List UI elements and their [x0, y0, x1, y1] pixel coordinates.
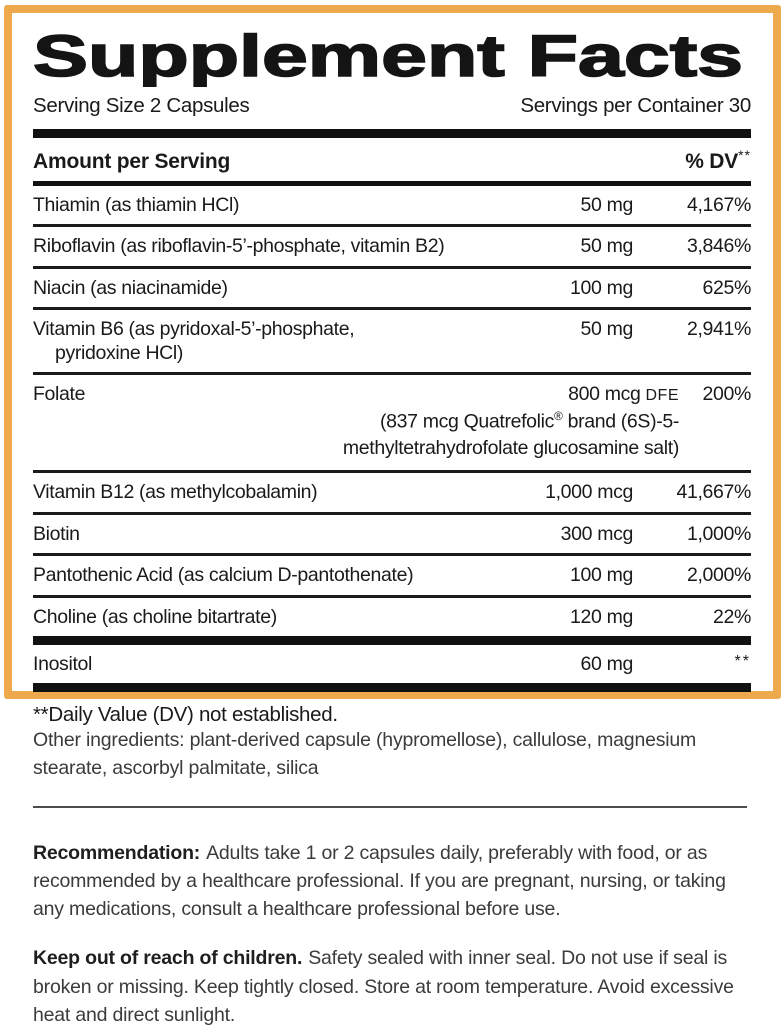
section-divider-line — [33, 806, 747, 808]
nutrient-name-line2: pyridoxine HCl) — [55, 341, 184, 364]
nutrient-amount: 50 mg — [580, 194, 633, 216]
nutrient-amount: 300 mcg — [560, 522, 633, 545]
dfe-unit-label: DFE — [645, 386, 679, 404]
label-info-section — [0, 726, 783, 1029]
dv-footnote-marker: ** — [738, 147, 751, 163]
nutrient-dv: 625% — [702, 276, 751, 299]
nutrient-dv: 22% — [713, 605, 751, 628]
nutrient-amount: 1,000 mcg — [545, 481, 633, 504]
caution-text: Keep out of reach of children. Safety sealed with inner seal. Do not use if seal is broken or missing. Keep tightly closed. Store at room temperature. Avoid excessive heat and direct sunlight. — [33, 947, 734, 1026]
divider-bar-thick — [33, 129, 751, 138]
registered-trademark-symbol: ® — [554, 409, 563, 424]
recommendation-text: Recommendation: Adults take 1 or 2 capsules daily, preferably with food, or as recommended by a healthcare professional. If you are pregnant, nursing, or taking any medications, consult a healthcare professional before use. — [33, 841, 726, 921]
nutrient-amount: 120 mg — [570, 605, 633, 628]
nutrient-row-niacin — [33, 269, 751, 310]
nutrient-dv: 3,846% — [686, 235, 751, 258]
nutrient-row-choline — [33, 598, 751, 636]
nutrient-dv: 2,941% — [686, 318, 751, 341]
nutrient-row-biotin — [33, 515, 751, 556]
amount-per-serving-header: Amount per Serving — [33, 150, 231, 173]
nutrient-name: Biotin — [33, 522, 80, 545]
percent-dv-header: % DV** — [685, 147, 751, 173]
nutrient-row-inositol — [33, 645, 751, 683]
supplement-facts-panel — [4, 5, 781, 727]
nutrient-dv: 1,000% — [686, 522, 751, 545]
other-ingredients-text: Other ingredients: plant-derived capsule (hypromellose), callulose, magnesium stearate, ascorbyl palmitate, silica — [33, 729, 697, 780]
serving-info-row — [33, 87, 751, 129]
nutrient-amount: 800 mcg DFE — [568, 382, 679, 405]
folate-subnote-line2: methyltetrahydrofolate glucosamine salt) — [342, 437, 679, 460]
panel-title-graphic — [33, 23, 745, 87]
nutrient-name: Niacin (as niacinamide) — [33, 276, 228, 299]
nutrient-dv: 200% — [702, 382, 751, 405]
nutrient-row-pantothenic-acid — [33, 556, 751, 597]
serving-size-text: Serving Size 2 Capsules — [33, 94, 250, 117]
nutrient-dv: 41,667% — [676, 481, 751, 504]
caution-label: Keep out of reach of children. — [33, 947, 303, 970]
nutrient-name: Vitamin B12 (as methylcobalamin) — [33, 481, 318, 504]
dv-footnote-text: **Daily Value (DV) not established. — [33, 703, 338, 727]
servings-per-container-text: Servings per Container 30 — [520, 94, 751, 117]
nutrient-amount: 100 mg — [570, 564, 633, 587]
nutrient-name: Choline (as choline bitartrate) — [33, 605, 277, 628]
nutrient-row-vitamin-b12 — [33, 473, 751, 514]
nutrient-amount: 50 mg — [580, 318, 633, 341]
nutrient-amount: 60 mg — [580, 653, 633, 676]
divider-bar-thick — [33, 683, 751, 692]
nutrient-amount: 50 mg — [580, 235, 633, 258]
nutrient-row-thiamin — [33, 186, 751, 227]
recommendation-label: Recommendation: — [33, 841, 201, 864]
nutrient-dv: 4,167% — [686, 194, 751, 216]
nutrient-name: Riboflavin (as riboflavin-5’-phosphate, vitamin B2) — [33, 235, 445, 258]
supplement-label-page — [0, 5, 783, 1029]
nutrient-row-folate — [33, 375, 751, 408]
nutrient-name: Folate — [33, 382, 86, 405]
nutrient-name: Thiamin (as thiamin HCl) — [33, 194, 240, 216]
nutrient-name: Vitamin B6 (as pyridoxal-5’-phosphate, pyridoxine HCl) — [33, 318, 483, 365]
table-header-row — [33, 138, 751, 181]
panel-title: Supplement Facts — [33, 24, 743, 87]
divider-bar-thick — [33, 636, 751, 645]
nutrient-name: Inositol — [33, 653, 92, 676]
nutrient-dv-not-established: ** — [734, 653, 751, 671]
nutrient-name: Pantothenic Acid (as calcium D-pantothenate) — [33, 564, 414, 587]
nutrient-amount: 100 mg — [570, 276, 633, 299]
nutrient-dv: 2,000% — [686, 564, 751, 587]
nutrient-row-riboflavin — [33, 227, 751, 268]
nutrient-row-vitamin-b6 — [33, 310, 751, 375]
folate-subnote: (837 mcg Quatrefolic® brand (6S)-5- methyltetrahydrofolate glucosamine salt) — [33, 408, 751, 473]
